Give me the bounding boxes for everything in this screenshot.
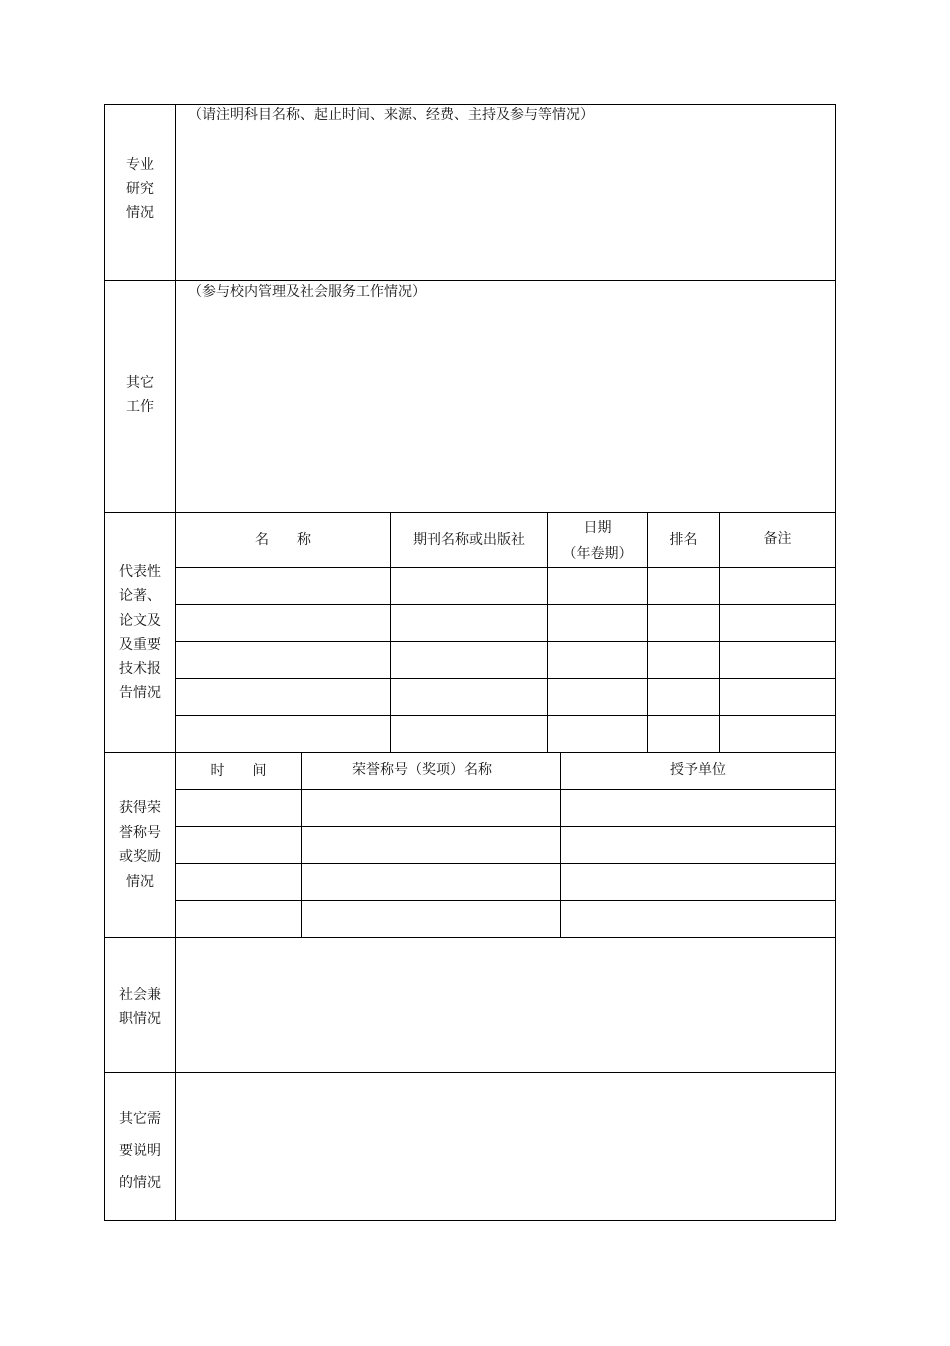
label-line: 情况 — [126, 873, 154, 890]
section-divider — [104, 280, 836, 281]
pub-header-name: 名 称 — [255, 532, 311, 548]
publications-label — [104, 560, 176, 706]
pub-header-journal: 期刊名称或出版社 — [413, 532, 525, 548]
pub-header-date-line1: 日期 — [583, 520, 612, 536]
research-note: （请注明科目名称、起止时间、来源、经费、主持及参与等情况） — [188, 107, 594, 123]
label-line: 告情况 — [119, 685, 161, 702]
pub-header-date-line2: （年卷期） — [562, 546, 633, 562]
label-line: 誉称号 — [119, 824, 161, 841]
label-line: 的情况 — [119, 1175, 161, 1191]
label-line: 代表性 — [119, 564, 161, 580]
pub-header-date — [548, 515, 647, 567]
label-line: 其它 — [126, 375, 154, 391]
label-line: 职情况 — [119, 1011, 161, 1027]
frame-right-border — [835, 104, 836, 1221]
social-label — [104, 983, 176, 1031]
pub-header-remarks: 备注 — [763, 531, 792, 547]
pub-header-rank: 排名 — [669, 532, 698, 548]
honors-header-time: 时 间 — [210, 763, 267, 779]
section-divider — [104, 752, 836, 753]
research-label — [104, 153, 176, 225]
label-line: 专业 — [126, 157, 154, 173]
honors-header-title: 荣誉称号（奖项）名称 — [352, 762, 492, 778]
other-work-input-area[interactable] — [176, 305, 835, 511]
pub-table-body[interactable] — [176, 568, 835, 752]
honors-table-body[interactable] — [176, 790, 835, 937]
frame-bottom-border — [104, 1220, 836, 1221]
other-notes-label — [104, 1103, 176, 1199]
label-line: 要说明 — [119, 1143, 161, 1159]
research-input-area[interactable] — [176, 130, 835, 280]
other-notes-input-area[interactable] — [176, 1073, 835, 1220]
label-line: 论文及 — [119, 612, 161, 629]
label-line: 工作 — [126, 399, 154, 415]
label-line: 技术报 — [119, 661, 161, 678]
label-line: 获得荣 — [119, 800, 161, 816]
label-line: 论著、 — [119, 588, 161, 605]
social-input-area[interactable] — [176, 938, 835, 1072]
section-divider — [104, 512, 836, 513]
other-work-note: （参与校内管理及社会服务工作情况） — [188, 284, 426, 300]
label-line: 或奖励 — [119, 849, 161, 865]
label-line: 其它需 — [119, 1111, 161, 1127]
label-line: 研究 — [126, 181, 154, 197]
honors-header-issuer: 授予单位 — [670, 762, 726, 778]
honors-label — [104, 796, 176, 894]
label-line: 情况 — [126, 205, 154, 221]
label-line: 及重要 — [119, 636, 161, 653]
other-work-label — [104, 371, 176, 419]
label-line: 社会兼 — [119, 987, 161, 1003]
